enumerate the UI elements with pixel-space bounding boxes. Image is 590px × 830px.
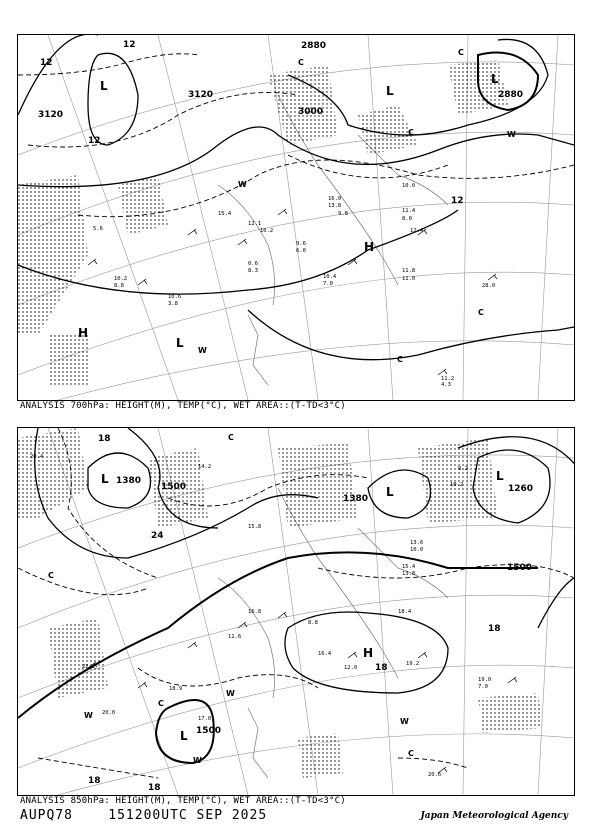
svg-text:13.8: 13.8 xyxy=(402,571,416,577)
low-pressure-center: L xyxy=(176,336,184,350)
svg-text:15.8: 15.8 xyxy=(248,524,262,530)
high-pressure-center: H xyxy=(363,646,374,660)
high-pressure-center: H xyxy=(78,326,89,340)
isotherm-label: 12 xyxy=(40,58,53,68)
height-label: 1500 xyxy=(161,482,187,492)
svg-text:11.0: 11.0 xyxy=(402,276,416,282)
warm-marker: W xyxy=(226,689,235,698)
isotherm-label: 18 xyxy=(88,776,101,786)
low-pressure-center: L xyxy=(386,485,394,499)
weather-chart-700hpa xyxy=(18,35,574,400)
svg-text:13.6: 13.6 xyxy=(410,540,424,546)
map-panel-850hpa xyxy=(17,427,575,796)
map-panel-700hpa xyxy=(17,34,575,401)
svg-text:22.2: 22.2 xyxy=(82,664,96,670)
warm-marker: W xyxy=(507,130,516,139)
height-label: 1500 xyxy=(196,726,222,736)
svg-text:15.4: 15.4 xyxy=(402,564,416,570)
weather-chart-850hpa xyxy=(18,428,574,795)
svg-text:3.8: 3.8 xyxy=(168,301,178,307)
high-pressure-center: H xyxy=(364,240,375,254)
svg-text:12.0: 12.0 xyxy=(344,665,358,671)
svg-text:20.0: 20.0 xyxy=(102,710,116,716)
svg-text:11.6: 11.6 xyxy=(228,634,242,640)
cold-marker: C xyxy=(397,355,403,364)
cold-marker: C xyxy=(408,749,414,758)
svg-text:8.3: 8.3 xyxy=(248,268,258,274)
low-pressure-center: L xyxy=(491,72,499,86)
low-pressure-center: L xyxy=(180,729,188,743)
svg-text:7.0: 7.0 xyxy=(478,684,488,690)
low-pressure-center: L xyxy=(386,84,394,98)
valid-time: 151200UTC SEP 2025 xyxy=(108,808,268,823)
isotherm-label: 18 xyxy=(98,434,111,444)
svg-text:7.0: 7.0 xyxy=(323,281,333,287)
svg-text:16.8: 16.8 xyxy=(248,609,262,615)
isotherm-label: 18 xyxy=(488,624,501,634)
height-label: 1500 xyxy=(507,563,533,573)
height-label: 2880 xyxy=(498,90,524,100)
svg-text:20.4: 20.4 xyxy=(30,454,44,460)
height-label: 3000 xyxy=(298,107,324,117)
cold-marker: C xyxy=(458,48,464,57)
cold-marker: C xyxy=(228,433,234,442)
svg-text:4.3: 4.3 xyxy=(441,382,451,388)
svg-text:18.9: 18.9 xyxy=(169,686,183,692)
height-label: 3120 xyxy=(38,110,64,120)
svg-text:12.1: 12.1 xyxy=(248,221,262,227)
low-pressure-center: L xyxy=(100,79,108,93)
wet-area xyxy=(18,428,543,778)
svg-text:10.0: 10.0 xyxy=(410,547,424,553)
svg-text:16.4: 16.4 xyxy=(318,651,332,657)
isotherm-label: 12 xyxy=(451,196,464,206)
svg-text:14.2: 14.2 xyxy=(198,464,212,470)
svg-text:20.6: 20.6 xyxy=(428,772,442,778)
chart-id-and-time xyxy=(20,808,267,823)
isotherm-label: 12 xyxy=(123,40,136,50)
isotherm-label: 18 xyxy=(148,783,161,793)
cold-marker: C xyxy=(478,308,484,317)
agency-credit: Japan Meteorological Agency xyxy=(420,811,568,821)
svg-text:28.0: 28.0 xyxy=(482,283,496,289)
svg-text:15.4: 15.4 xyxy=(218,211,232,217)
cold-marker: C xyxy=(48,571,54,580)
svg-text:19.0: 19.0 xyxy=(478,677,492,683)
isotherm-label: 24 xyxy=(151,531,164,541)
low-pressure-center: L xyxy=(496,469,504,483)
svg-text:19.2: 19.2 xyxy=(406,661,420,667)
svg-text:8.0: 8.0 xyxy=(402,216,412,222)
height-label: 2880 xyxy=(301,41,327,51)
warm-marker: W xyxy=(84,711,93,720)
svg-text:11.8: 11.8 xyxy=(402,268,416,274)
svg-text:9.6: 9.6 xyxy=(296,241,306,247)
svg-text:10.2: 10.2 xyxy=(450,482,464,488)
svg-text:12.4: 12.4 xyxy=(410,228,424,234)
svg-text:6.0: 6.0 xyxy=(296,248,306,254)
svg-text:0.6: 0.6 xyxy=(248,261,258,267)
svg-text:8.8: 8.8 xyxy=(114,283,124,289)
svg-text:18.4: 18.4 xyxy=(398,609,412,615)
svg-text:10.6: 10.6 xyxy=(168,294,182,300)
svg-text:9.8: 9.8 xyxy=(338,211,348,217)
svg-text:16.0: 16.0 xyxy=(328,196,342,202)
chart-code: AUPQ78 xyxy=(20,808,73,823)
isotherm-label: 12 xyxy=(88,136,101,146)
caption-850hpa: ANALYSIS 850hPa: HEIGHT(M), TEMP(°C), WET AREA::(T-TD<3°C) xyxy=(20,796,346,806)
height-label: 1380 xyxy=(343,494,369,504)
isotherm-label: 18 xyxy=(375,663,388,673)
cold-marker: C xyxy=(158,699,164,708)
caption-700hpa: ANALYSIS 700hPa: HEIGHT(M), TEMP(°C), WET AREA::(T-TD<3°C) xyxy=(20,401,346,411)
low-pressure-center: L xyxy=(101,472,109,486)
height-label: 1380 xyxy=(116,476,142,486)
svg-text:10.0: 10.0 xyxy=(402,183,416,189)
warm-marker: W xyxy=(400,717,409,726)
svg-text:17.0: 17.0 xyxy=(198,716,212,722)
cold-marker: C xyxy=(408,128,414,137)
height-label: 1260 xyxy=(508,484,534,494)
svg-text:11.2: 11.2 xyxy=(441,376,455,382)
height-label: 3120 xyxy=(188,90,214,100)
svg-text:10.2: 10.2 xyxy=(260,228,274,234)
svg-text:8.8: 8.8 xyxy=(308,620,318,626)
svg-text:10.2: 10.2 xyxy=(114,276,128,282)
svg-text:10.4: 10.4 xyxy=(323,274,337,280)
svg-text:11.4: 11.4 xyxy=(402,208,416,214)
svg-text:9.2: 9.2 xyxy=(458,466,468,472)
warm-marker: W xyxy=(198,346,207,355)
warm-marker: W xyxy=(193,756,202,765)
svg-text:5.6: 5.6 xyxy=(93,226,103,232)
wet-area xyxy=(18,60,508,385)
warm-marker: W xyxy=(238,180,247,189)
svg-text:13.8: 13.8 xyxy=(328,203,342,209)
cold-marker: C xyxy=(298,58,304,67)
